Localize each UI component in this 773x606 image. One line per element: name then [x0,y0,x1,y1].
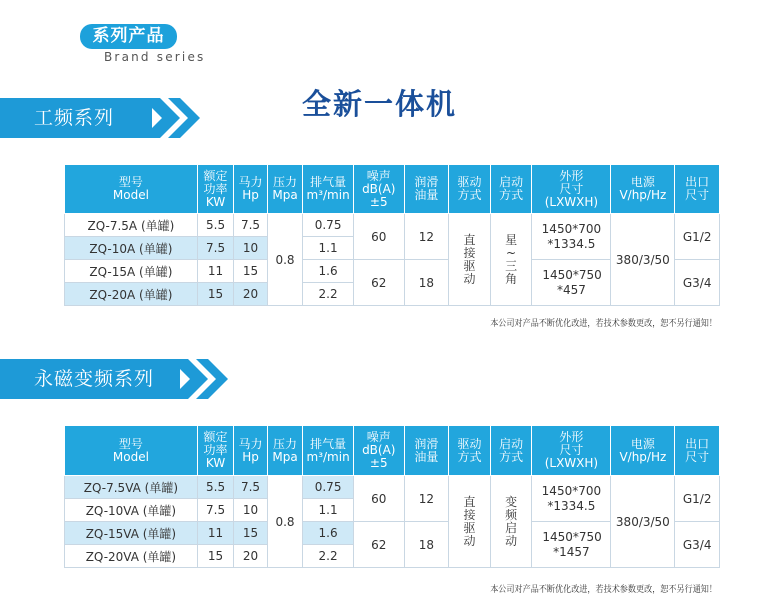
exhaust-cell: 1.1 [303,499,354,522]
col-dims: 外形 尺寸 (LXWXH) [532,165,611,214]
model-cell: ZQ-10VA (单罐) [65,499,198,522]
exhaust-cell: 0.75 [303,476,354,499]
table-row [65,214,720,237]
exhaust-cell: 1.6 [303,522,354,545]
kw-cell: 15 [197,283,234,306]
kw-cell: 11 [197,260,234,283]
double-chevron-right-icon [170,359,240,399]
hp-cell: 20 [234,283,267,306]
col-model: 型号 Model [65,165,198,214]
brand-series-badge: 系列产品 [80,24,177,49]
col-supply: 电源 V/hp/Hz [611,165,675,214]
col-drive: 驱动 方式 [449,426,491,476]
table-row [65,476,720,499]
lube-cell: 18 [404,260,449,306]
exhaust-cell: 0.75 [303,214,354,237]
col-supply: 电源 V/hp/Hz [611,426,675,476]
hp-cell: 15 [234,522,267,545]
exhaust-cell: 1.6 [303,260,354,283]
hp-cell: 15 [234,260,267,283]
col-lube: 润滑 油量 [404,165,449,214]
col-noise: 噪声 dB(A) ±5 [353,165,404,214]
outlet-cell: G3/4 [675,522,720,568]
kw-cell: 15 [197,545,234,568]
section-header-power-frequency: 工频系列 [0,98,152,138]
hp-cell: 10 [234,499,267,522]
col-power: 额定 功率 KW [197,165,234,214]
col-start: 启动 方式 [490,426,532,476]
kw-cell: 7.5 [197,499,234,522]
start-cell: 星~三角 [490,214,532,306]
kw-cell: 11 [197,522,234,545]
col-exhaust: 排气量 m³/min [303,165,354,214]
hp-cell: 7.5 [234,214,267,237]
noise-cell: 62 [353,260,404,306]
model-cell: ZQ-15A (单罐) [65,260,198,283]
model-cell: ZQ-7.5A (单罐) [65,214,198,237]
model-cell: ZQ-20A (单罐) [65,283,198,306]
kw-cell: 7.5 [197,237,234,260]
col-outlet: 出口 尺寸 [675,165,720,214]
col-start: 启动 方式 [490,165,532,214]
kw-cell: 5.5 [197,476,234,499]
col-model: 型号 Model [65,426,198,476]
outlet-cell: G1/2 [675,476,720,522]
exhaust-cell: 2.2 [303,545,354,568]
col-dims: 外形 尺寸 (LXWXH) [532,426,611,476]
disclaimer-note: 本公司对产品不断优化改进，若技术参数更改，恕不另行通知！ [490,585,717,595]
dims-cell: 1450*750 *1457 [532,522,611,568]
col-pressure: 压力 Mpa [267,165,302,214]
double-chevron-right-icon [142,98,212,138]
col-exhaust: 排气量 m³/min [303,426,354,476]
lube-cell: 12 [404,476,449,522]
exhaust-cell: 2.2 [303,283,354,306]
outlet-cell: G1/2 [675,214,720,260]
drive-cell: 直接驱动 [449,476,491,568]
col-drive: 驱动 方式 [449,165,491,214]
col-outlet: 出口 尺寸 [675,426,720,476]
kw-cell: 5.5 [197,214,234,237]
section-header-pm-variable-frequency: 永磁变频系列 [0,359,180,399]
exhaust-cell: 1.1 [303,237,354,260]
supply-cell: 380/3/50 [611,476,675,568]
hp-cell: 7.5 [234,476,267,499]
spec-table-pm-variable-frequency [64,425,720,568]
spec-table-power-frequency [64,164,720,306]
brand-series-subtitle: Brand series [104,50,206,64]
model-cell: ZQ-20VA (单罐) [65,545,198,568]
col-hp: 马力 Hp [234,426,267,476]
supply-cell: 380/3/50 [611,214,675,306]
start-cell: 变频启动 [490,476,532,568]
lube-cell: 12 [404,214,449,260]
col-lube: 润滑 油量 [404,426,449,476]
lube-cell: 18 [404,522,449,568]
disclaimer-note: 本公司对产品不断优化改进，若技术参数更改，恕不另行通知！ [490,319,717,329]
model-cell: ZQ-7.5VA (单罐) [65,476,198,499]
noise-cell: 62 [353,522,404,568]
dims-cell: 1450*700 *1334.5 [532,214,611,260]
pressure-cell: 0.8 [267,476,302,568]
noise-cell: 60 [353,476,404,522]
col-power: 额定 功率 KW [197,426,234,476]
hp-cell: 20 [234,545,267,568]
pressure-cell: 0.8 [267,214,302,306]
model-cell: ZQ-15VA (单罐) [65,522,198,545]
dims-cell: 1450*700 *1334.5 [532,476,611,522]
noise-cell: 60 [353,214,404,260]
drive-cell: 直接驱动 [449,214,491,306]
model-cell: ZQ-10A (单罐) [65,237,198,260]
dims-cell: 1450*750 *457 [532,260,611,306]
hp-cell: 10 [234,237,267,260]
col-noise: 噪声 dB(A) ±5 [353,426,404,476]
outlet-cell: G3/4 [675,260,720,306]
page-title: 全新一体机 [302,87,458,121]
col-hp: 马力 Hp [234,165,267,214]
col-pressure: 压力 Mpa [267,426,302,476]
